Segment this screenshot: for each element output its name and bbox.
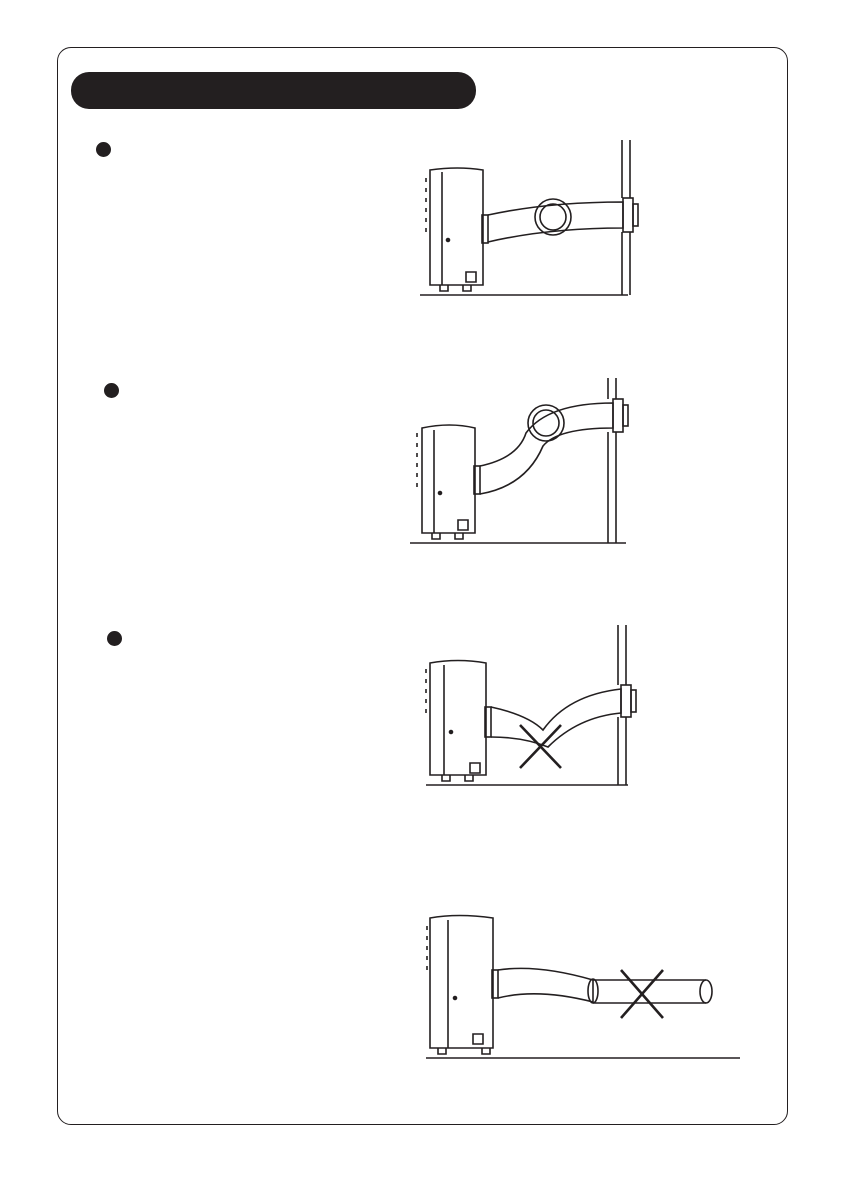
section-title-banner: [71, 72, 476, 109]
illustration-correct-hose-2: [408, 378, 638, 548]
illustration-correct-hose-1: [418, 140, 648, 300]
bullet-2: [104, 383, 119, 398]
bullet-1: [96, 142, 111, 157]
bullet-3: [107, 631, 122, 646]
illustration-incorrect-hose-sag: [418, 625, 648, 795]
illustration-incorrect-hose-extension: [418, 908, 748, 1068]
